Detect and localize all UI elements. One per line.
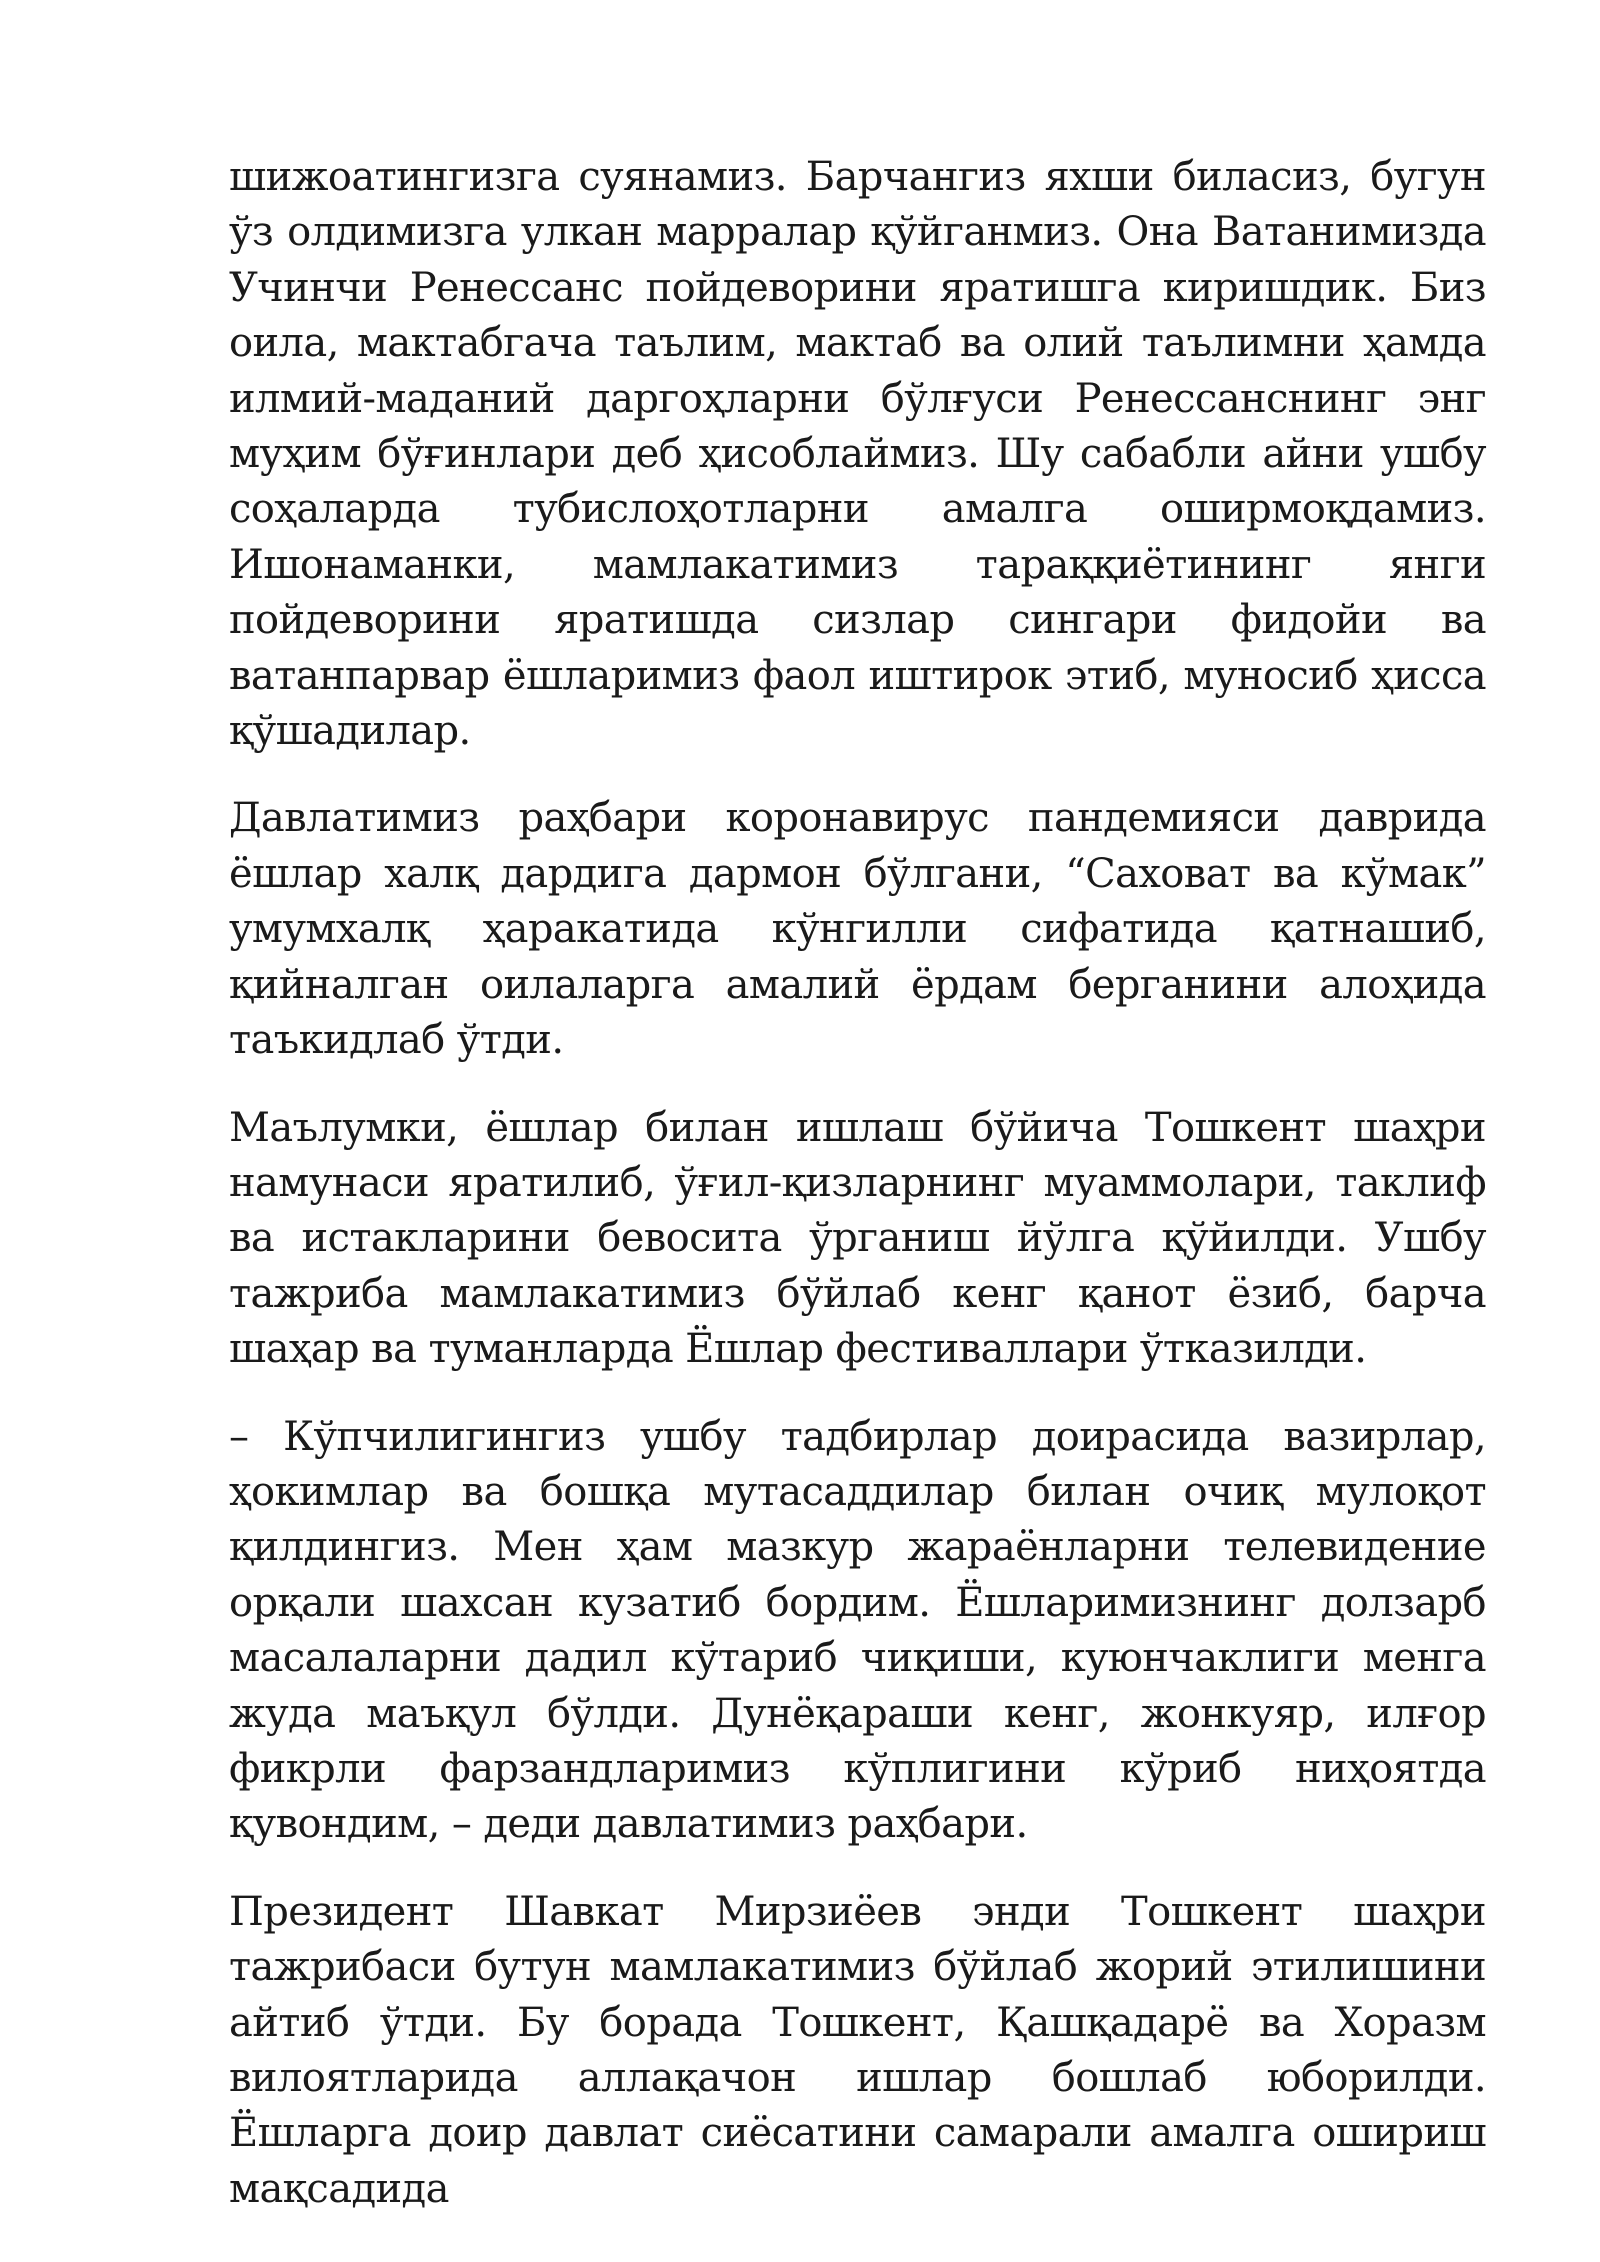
article-body: [229, 150, 1486, 2249]
paragraph-4: – Кўпчилигингиз ушбу тадбирлар доирасида вазирлар, ҳокимлар ва бошқа мутасаддилар билан очиқ мулоқот қилдингиз. Мен ҳам мазкур жараёнларни телевидение орқали шахсан кузатиб бордим. Ёшларимизнинг долзарб масалаларни дадил кўтариб чиқиши, куюнчаклиги менга жуда маъқул бўлди. Дунёқараши кенг, жонкуяр, илғор фикрли фарзандларимиз кўплигини кўриб ниҳоятда қувондим, – деди давлатимиз раҳбари.: [229, 1413, 1486, 1848]
paragraph-3: Маълумки, ёшлар билан ишлаш бўйича Тошкент шаҳри намунаси яратилиб, ўғил-қизларнинг муаммолари, таклиф ва истакларини бевосита ўрганиш йўлга қўйилди. Ушбу тажриба мамлакатимиз бўйлаб кенг қанот ёзиб, барча шаҳар ва туманларда Ёшлар фестиваллари ўтказилди.: [229, 1104, 1486, 1373]
paragraph-1: шижоатингизга суянамиз. Барчангиз яхши биласиз, бугун ўз олдимизга улкан марралар қўйганмиз. Она Ватанимизда Учинчи Ренессанс пойдеворини яратишга киришдик. Биз оила, мактабгача таълим, мактаб ва олий таълимни ҳамда илмий-маданий даргоҳларни бўлғуси Ренессанснинг энг муҳим бўғинлари деб ҳисоблаймиз. Шу сабабли айни ушбу соҳаларда тубислоҳотларни амалга оширмоқдамиз. Ишонаманки, мамлакатимиз тараққиётининг янги пойдеворини яратишда сизлар сингари фидойи ва ватанпарвар ёшларимиз фаол иштирок этиб, муносиб ҳисса қўшадилар.: [229, 154, 1486, 755]
paragraph-5: Президент Шавкат Мирзиёев энди Тошкент шаҳри тажрибаси бутун мамлакатимиз бўйлаб жорий этилишини айтиб ўтди. Бу борада Тошкент, Қашқадарё ва Хоразм вилоятларида аллақачон ишлар бошлаб юборилди. Ёшларга доир давлат сиёсатини самарали амалга ошириш мақсадида: [229, 1888, 1486, 2212]
paragraph-2: Давлатимиз раҳбари коронавирус пандемияси даврида ёшлар халқ дардига дармон бўлгани, “Саховат ва кўмак” умумхалқ ҳаракатида кўнгилли сифатида қатнашиб, қийналган оилаларга амалий ёрдам берганини алоҳида таъкидлаб ўтди.: [229, 795, 1486, 1064]
